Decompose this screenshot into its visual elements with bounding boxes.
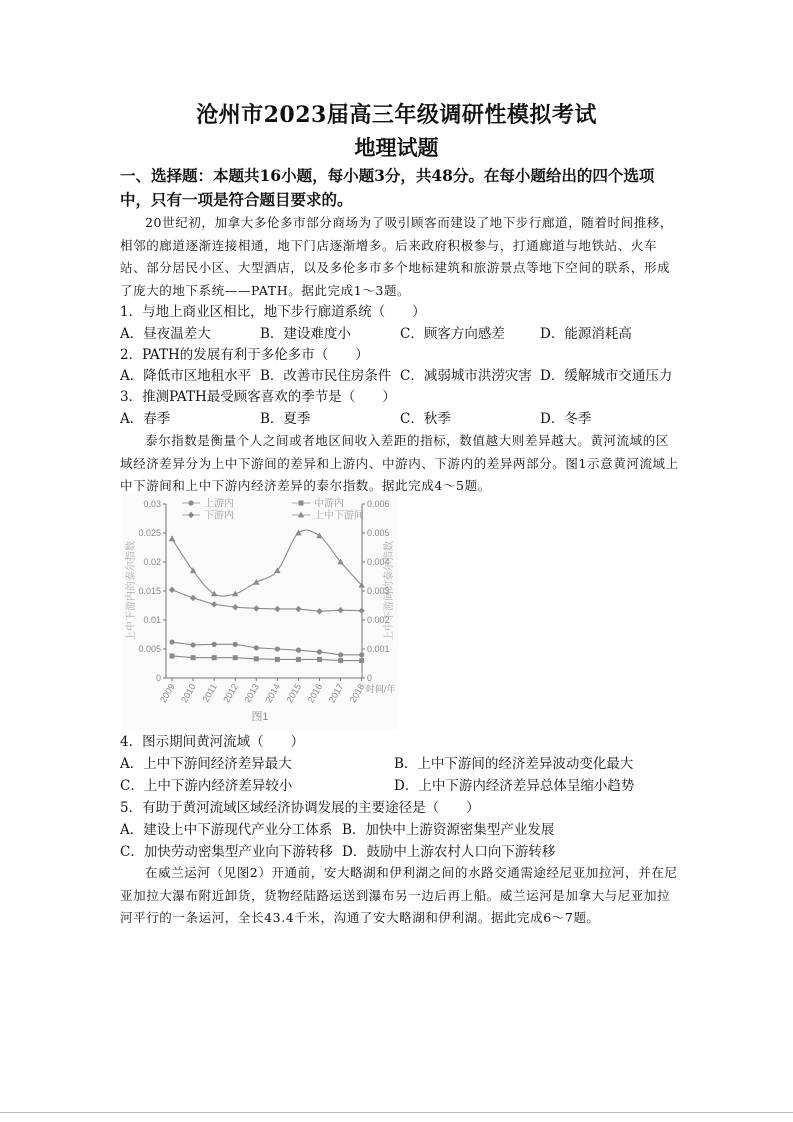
question-1-option-d[interactable]: D．能源消耗高 (540, 326, 632, 342)
data-point-circle (212, 642, 217, 647)
legend-label: 上中下游间 (314, 510, 364, 522)
question-2-option-b[interactable]: B．改善市民住房条件 (260, 368, 392, 384)
data-point-circle (296, 648, 301, 653)
theil-index-chart-svg (122, 494, 398, 730)
question-1-stem: 1．与地上商业区相比，地下步行廊道系统（ ） (120, 304, 426, 320)
data-point-square (254, 656, 259, 661)
passage-welland-canal: 在威兰运河（见图2）开通前，安大略湖和伊利湖之间的水路交通需途经尼亚加拉河，并在尼亚加拉大瀑布附近卸货，货物经陆路运送到瀑布另一边后再上船。威兰运河是加拿大与尼亚加拉河平行的一条运河，全长43.4千米，沟通了安大略湖和伊利湖。据此完成6～7题。 (120, 865, 678, 925)
exam-subtitle: 地理试题 (354, 135, 439, 160)
section-heading-line2: 中，只有一项是符合题目要求的。 (120, 190, 353, 209)
question-5-option-c[interactable]: C．加快劳动密集型产业向下游转移 (120, 844, 333, 860)
question-5-option-a[interactable]: A．建设上中下游现代产业分工体系 (120, 822, 333, 838)
left-tick-label: 0.03 (143, 499, 161, 509)
figure-1-chart (122, 494, 398, 730)
question-3-option-d[interactable]: D．冬季 (540, 411, 592, 427)
question-1-option-c[interactable]: C．顾客方向感差 (400, 326, 505, 342)
data-point-circle (233, 642, 238, 647)
page-bottom-rule (0, 1112, 793, 1113)
right-tick-label: 0.005 (367, 528, 390, 538)
question-5-option-d[interactable]: D．鼓励中上游农村人口向下游转移 (342, 844, 556, 860)
question-2-option-a[interactable]: A．降低市区地租水平 (120, 368, 252, 384)
data-point-square (359, 658, 364, 663)
question-2-stem: 2．PATH的发展有利于多伦多市（ ） (120, 347, 369, 363)
question-4-option-b[interactable]: B．上中下游间的经济差异波动变化最大 (394, 756, 634, 772)
section-heading-line1: 一、选择题：本题共16小题，每小题3分，共48分。在每小题给出的四个选项 (120, 166, 655, 185)
passage-theil-index: 泰尔指数是衡量个人之间或者地区间收入差距的指标，数值越大则差异越大。黄河流域的区域经济差异分为上中下游间的差异和上游内、中游内、下游内的差异两部分。图1示意黄河流域上中下游间和上中下游内经济差异的泰尔指数。据此完成4～5题。 (120, 433, 679, 493)
question-3-stem: 3．推测PATH最受顾客喜欢的季节是（ ） (120, 389, 396, 405)
right-tick-label: 0.004 (367, 557, 390, 567)
question-4-option-d[interactable]: D．上中下游内经济差异总体呈缩小趋势 (394, 778, 635, 794)
right-tick-label: 0.001 (367, 644, 390, 654)
right-tick-label: 0 (367, 673, 373, 683)
left-tick-label: 0.01 (143, 615, 161, 625)
data-point-circle (317, 649, 322, 654)
left-tick-label: 0.005 (138, 644, 161, 654)
legend-label: 上游内 (204, 498, 234, 510)
x-tick-label: 2009 (158, 682, 177, 705)
left-tick-label: 0 (155, 673, 161, 683)
question-3-option-a[interactable]: A．春季 (120, 411, 171, 427)
data-point-square (338, 658, 343, 663)
x-axis-label: 时间/年 (366, 684, 396, 694)
x-tick-label: 2015 (284, 682, 304, 705)
left-tick-label: 0.015 (138, 586, 161, 596)
question-1-option-a[interactable]: A．昼夜温差大 (120, 326, 211, 342)
data-point-circle (254, 645, 259, 650)
exam-title: 沧州市2023届高三年级调研性模拟考试 (196, 102, 597, 128)
x-tick-label: 2014 (263, 682, 283, 705)
question-5-stem: 5．有助于黄河流域区域经济协调发展的主要途径是（ ） (120, 800, 480, 816)
right-tick-label: 0.003 (367, 586, 390, 596)
x-tick-label: 2017 (326, 682, 346, 705)
data-point-square (233, 655, 238, 660)
data-point-square (212, 655, 217, 660)
question-3-option-b[interactable]: B．夏季 (260, 411, 311, 427)
x-tick-label: 2012 (221, 682, 240, 705)
question-2-option-d[interactable]: D．缓解城市交通压力 (540, 368, 673, 384)
data-point-circle (275, 646, 280, 651)
question-4-option-a[interactable]: A．上中下游间经济差异最大 (120, 756, 292, 772)
data-point-square (317, 657, 322, 662)
left-axis-title: 上中下游内的泰尔指数 (126, 541, 137, 641)
legend-marker-square (299, 501, 304, 506)
section-heading (120, 164, 685, 212)
legend-label: 中游内 (314, 498, 344, 510)
right-axis-title: 上中下游间的泰尔指数 (384, 541, 395, 641)
question-3-option-c[interactable]: C．秋季 (400, 411, 451, 427)
data-point-circle (338, 652, 343, 657)
right-tick-label: 0.006 (367, 499, 390, 509)
data-point-circle (359, 652, 364, 657)
right-tick-label: 0.002 (367, 615, 390, 625)
data-point-square (170, 653, 175, 658)
question-4-stem: 4．图示期间黄河流域（ ） (120, 734, 305, 750)
data-point-square (275, 657, 280, 662)
x-tick-label: 2016 (305, 682, 325, 705)
data-point-circle (190, 642, 195, 647)
question-4-option-c[interactable]: C．上中下游内经济差异较小 (120, 778, 293, 794)
data-point-square (296, 657, 301, 662)
legend-marker-circle (188, 500, 193, 505)
question-1-option-b[interactable]: B．建设难度小 (260, 326, 351, 342)
x-tick-label: 2013 (242, 682, 262, 705)
question-5-option-b[interactable]: B．加快中上游资源密集型产业发展 (342, 822, 555, 838)
left-tick-label: 0.02 (143, 557, 161, 567)
passage-path: 20世纪初，加拿大多伦多市部分商场为了吸引顾客而建设了地下步行廊道，随着时间推移，相邻的廊道逐渐连接相通，地下门店逐渐增多。后来政府积极参与，打通廊道与地铁站、火车站、部分居民小区、大型酒店，以及多伦多市多个地标建筑和旅游景点等地下空间的联系，形成了庞大的地下系统——PATH。据此完成1～3题。 (120, 215, 674, 298)
left-tick-label: 0.025 (138, 528, 161, 538)
legend-label: 下游内 (204, 510, 234, 522)
data-point-circle (169, 639, 174, 644)
question-2-option-c[interactable]: C．减弱城市洪涝灾害 (400, 368, 532, 384)
x-tick-label: 2011 (200, 682, 219, 704)
data-point-square (191, 655, 196, 660)
figure-caption: 图1 (251, 711, 269, 723)
x-tick-label: 2018 (347, 682, 367, 705)
x-tick-label: 2010 (179, 682, 198, 705)
